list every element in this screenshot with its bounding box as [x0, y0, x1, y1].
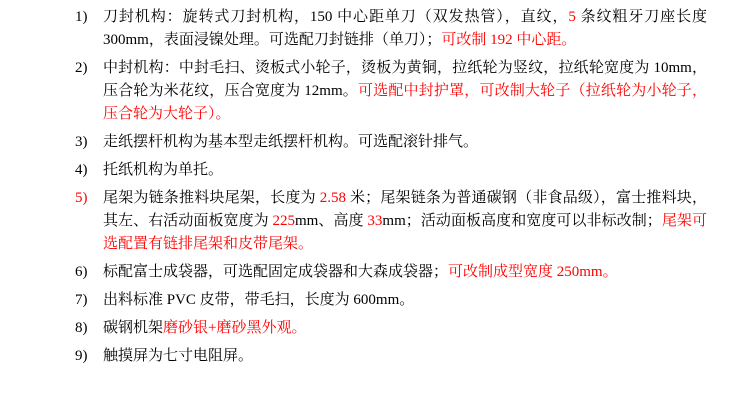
list-item: [75, 57, 707, 126]
text-run: 刀封机构：旋转式刀封机构，150 中心距单刀（双发热管），直纹，: [103, 9, 569, 25]
list-item: [75, 289, 707, 312]
highlighted-text-run: 可选配中封护罩，可改制大轮子（拉纸轮为小轮子，压合轮为大轮子）。: [103, 83, 707, 122]
text-run: 尾架为链条推料块尾架，长度为: [103, 190, 320, 206]
item-text: [103, 345, 707, 368]
text-run: 米；尾架链条为普通碳钢（非食品级），富士推料块，其左、右活动面板宽度为: [103, 190, 707, 229]
text-run: 触摸屏为七寸电阻屏。: [103, 348, 254, 364]
item-text: [103, 261, 707, 284]
highlighted-text-run: 33: [367, 213, 383, 229]
text-run: mm、高度: [295, 213, 368, 229]
item-number: 5): [75, 190, 88, 206]
text-run: 标配富士成袋器，可选配固定成袋器和大森成袋器；: [103, 264, 449, 280]
highlighted-text-run: 可改制成型宽度 250mm。: [448, 264, 618, 280]
text-run: mm；活动面板高度和宽度可以非标改制；: [382, 213, 662, 229]
text-run: 条纹粗牙刀座长度 300mm，表面浸镍处理。可选配刀封链排（单刀）；: [103, 9, 707, 48]
item-text: [103, 187, 707, 256]
list-item: [75, 131, 707, 154]
highlighted-text-run: 2.58: [319, 190, 350, 206]
item-number: 3): [75, 134, 88, 150]
list-item: [75, 159, 707, 182]
item-text: [103, 6, 707, 52]
item-number: 2): [75, 60, 88, 76]
list-item: [75, 187, 707, 256]
item-text: [103, 131, 707, 154]
item-number: 7): [75, 292, 88, 308]
item-number: 4): [75, 162, 88, 178]
text-run: 中封机构：中封毛扫、烫板式小轮子，烫板为黄铜，拉纸轮为竖纹，拉纸轮宽度为 10mm，压合轮为米花纹，压合宽度为 12mm。: [103, 60, 707, 99]
item-number: 1): [75, 9, 88, 25]
item-text: [103, 289, 707, 312]
text-run: 碳钢机架: [103, 320, 164, 336]
item-text: [103, 159, 707, 182]
highlighted-text-run: 可改制 192 中心距。: [441, 32, 577, 48]
item-number: 9): [75, 348, 88, 364]
text-run: 出料标准 PVC 皮带，带毛扫，长度为 600mm。: [103, 292, 415, 308]
item-text: [103, 57, 707, 126]
list-item: [75, 345, 707, 368]
text-run: 托纸机构为单托。: [103, 162, 224, 178]
list-item: [75, 6, 707, 52]
item-text: [103, 317, 707, 340]
item-number: 6): [75, 264, 88, 280]
highlighted-text-run: 225: [272, 213, 296, 229]
list-item: [75, 317, 707, 340]
text-run: 走纸摆杆机构为基本型走纸摆杆机构。可选配滚针排气。: [103, 134, 479, 150]
highlighted-text-run: 5: [568, 9, 581, 25]
spec-list: [75, 6, 707, 373]
list-item: [75, 261, 707, 284]
highlighted-text-run: 磨砂银+磨砂黑外观。: [163, 320, 307, 336]
item-number: 8): [75, 320, 88, 336]
highlighted-text-run: 尾架可选配置有链排尾架和皮带尾架。: [103, 213, 707, 252]
